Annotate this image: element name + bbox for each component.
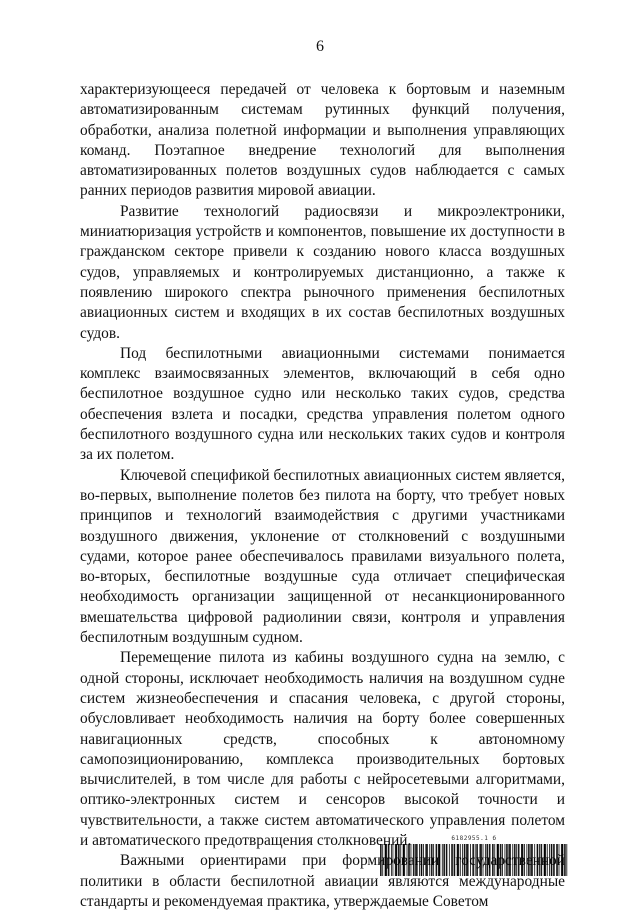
barcode-bar <box>565 844 566 876</box>
barcode-bar <box>436 844 437 876</box>
paragraph: Ключевой спецификой беспилотных авиационных систем является, во-первых, выполнение полетов без пилота на борту, что требует новых принципов и технологий взаимодействия с другими участниками воздушного движения, уклонение от столкновений с воздушными судами, которое ранее обеспечивалось правилами визуального полета, во-вторых, беспилотные воздушные суда отличает специфическая необходимость организации защищенной от несанкционированного вмешательства цифровой радиолинии связи, контроля и управления беспилотным воздушным судном. <box>80 466 565 647</box>
document-barcode <box>380 835 568 876</box>
barcode-bar <box>479 844 480 876</box>
barcode-bar <box>470 844 471 876</box>
barcode-bar <box>451 844 452 876</box>
barcode-bar <box>466 844 467 876</box>
barcode-bar <box>552 844 553 876</box>
barcode-bar <box>494 844 495 876</box>
barcode-bar <box>497 844 498 876</box>
barcode-bar <box>409 844 410 876</box>
barcode-bar <box>444 844 445 876</box>
barcode-bar <box>498 844 499 876</box>
barcode-bar <box>557 844 558 876</box>
barcode-bar <box>467 844 468 876</box>
barcode-bar <box>492 844 493 876</box>
barcode-bar <box>411 844 412 876</box>
barcode-caption: 6182955.1 б <box>451 835 497 842</box>
barcode-bar <box>452 844 453 876</box>
barcode-bar <box>534 844 535 876</box>
barcode-bar <box>442 844 443 876</box>
barcode-bar <box>537 844 538 876</box>
barcode-bar <box>541 844 542 876</box>
barcode-bar <box>559 844 560 876</box>
barcode-bar <box>475 844 476 876</box>
barcode-bar <box>480 844 481 876</box>
barcode-bar <box>395 844 396 876</box>
barcode-bar <box>528 844 529 876</box>
barcode-bar <box>396 844 397 876</box>
paragraph: Важными ориентирами при формировании государственной политики в области беспилотной авиации являются международные стандарты и рекомендуемая практика, утверждаемые Советом <box>80 852 565 910</box>
barcode-bar <box>447 844 448 876</box>
barcode-bar <box>399 844 400 876</box>
barcode-bar <box>500 844 501 876</box>
barcode-bar <box>404 844 405 876</box>
barcode-bar <box>391 844 392 876</box>
barcode-bar <box>502 844 503 876</box>
barcode-bar <box>439 844 440 876</box>
barcode-bar <box>429 844 430 876</box>
barcode-bar <box>477 844 478 876</box>
barcode-bar <box>432 844 433 876</box>
barcode-bar <box>521 844 522 876</box>
barcode-bar <box>440 844 441 876</box>
barcode-bar <box>545 844 546 876</box>
barcode-bar <box>508 844 509 876</box>
barcode-bar <box>382 844 383 876</box>
barcode-bar <box>436 844 437 876</box>
barcode-bar <box>539 844 540 876</box>
barcode-bar <box>389 844 390 876</box>
barcode-bar <box>398 844 399 876</box>
barcode-bar <box>512 844 513 876</box>
barcode-bar <box>564 844 565 876</box>
barcode-bar <box>388 844 389 876</box>
barcode-bar <box>524 844 525 876</box>
barcode-bar <box>413 844 414 876</box>
barcode-bar <box>516 844 517 876</box>
barcode-bar <box>380 844 381 876</box>
barcode-bar <box>518 844 519 876</box>
barcode-bar <box>438 844 439 876</box>
barcode-image <box>380 844 568 876</box>
barcode-bar <box>396 844 397 876</box>
paragraph: Перемещение пилота из кабины воздушного судна на землю, с одной стороны, исключает необходимость наличия на воздушном судне систем жизнеобеспечения и спасания человека, с другой стороны, обусловливает необходимость наличия на борту более совершенных навигационных средств, способных к автономному самопозиционированию, комплекса производительных бортовых вычислителей, в том числе для работы с нейросетевыми алгоритмами, оптико-электронных систем и сенсоров высокой точности и чувствительности, а также систем автоматического управления полетом и автоматического предотвращения столкновений. <box>80 649 565 849</box>
barcode-bar <box>449 844 450 876</box>
barcode-bar <box>417 844 418 876</box>
barcode-bar <box>519 844 520 876</box>
barcode-bar <box>400 844 401 876</box>
barcode-bar <box>425 844 426 876</box>
barcode-bar <box>407 844 408 876</box>
barcode-bar <box>537 844 538 876</box>
barcode-bar <box>498 844 499 876</box>
barcode-bar <box>541 844 542 876</box>
barcode-bar <box>556 844 557 876</box>
barcode-bar <box>483 844 484 876</box>
barcode-bar <box>487 844 488 876</box>
paragraph: характеризующееся передачей от человека к бортовым и наземным автоматизированным системам рутинных функций получения, обработки, анализа полетной информации и выполнения управляющих команд. Поэтапное внедрение технологий для выполнения автоматизированных полетов воздушных судов наблюдается с самых ранних периодов развития мировой авиации. <box>80 81 565 200</box>
barcode-bar <box>505 844 506 876</box>
barcode-bar <box>490 844 491 876</box>
barcode-bar <box>481 844 482 876</box>
barcode-bar <box>501 844 502 876</box>
barcode-bar <box>433 844 434 876</box>
barcode-bar <box>464 844 465 876</box>
barcode-bar <box>514 844 515 876</box>
barcode-bar <box>551 844 552 876</box>
barcode-bar <box>561 844 562 876</box>
barcode-bar <box>415 844 416 876</box>
barcode-bar <box>489 844 490 876</box>
barcode-bar <box>493 844 494 876</box>
barcode-bar <box>547 844 548 876</box>
barcode-bar <box>509 844 510 876</box>
barcode-bar <box>421 844 422 876</box>
barcode-bar <box>381 844 382 876</box>
barcode-bar <box>408 844 409 876</box>
barcode-bar <box>553 844 554 876</box>
paragraph: Развитие технологий радиосвязи и микроэлектроники, миниатюризация устройств и компонентов, повышение их доступности в гражданском секторе привели к созданию нового класса воздушных судов, управляемых и контролируемых дистанционно, а также к появлению широкого спектра рыночного применения беспилотных авиационных систем и входящих в их состав беспилотных воздушных судов. <box>80 202 565 342</box>
barcode-bar <box>431 844 432 876</box>
barcode-bar <box>510 844 511 876</box>
barcode-bar <box>485 844 486 876</box>
barcode-bar <box>526 844 527 876</box>
barcode-bar <box>460 844 461 876</box>
barcode-bar <box>529 844 530 876</box>
barcode-bar <box>476 844 477 876</box>
barcode-bar <box>386 844 387 876</box>
barcode-bar <box>404 844 405 876</box>
barcode-bar <box>465 844 466 876</box>
barcode-bar <box>562 844 563 876</box>
barcode-bar <box>393 844 394 876</box>
barcode-bar <box>414 844 415 876</box>
barcode-bar <box>416 844 417 876</box>
barcode-bar <box>545 844 546 876</box>
barcode-bar <box>522 844 523 876</box>
document-body <box>80 80 565 912</box>
barcode-bar <box>385 844 386 876</box>
barcode-bar <box>446 844 447 876</box>
page-number: 6 <box>316 38 324 55</box>
barcode-bar <box>458 844 459 876</box>
barcode-bar <box>457 844 458 876</box>
barcode-bar <box>385 844 386 876</box>
barcode-bar <box>419 844 420 876</box>
barcode-bar <box>458 844 459 876</box>
barcode-bar <box>472 844 473 876</box>
barcode-bar <box>473 844 474 876</box>
barcode-bar <box>454 844 455 876</box>
barcode-bar <box>468 844 469 876</box>
barcode-bar <box>506 844 507 876</box>
barcode-bar <box>487 844 488 876</box>
barcode-bar <box>530 844 531 876</box>
barcode-bar <box>427 844 428 876</box>
barcode-bar <box>462 844 463 876</box>
barcode-bar <box>515 844 516 876</box>
barcode-bar <box>544 844 545 876</box>
barcode-bar <box>426 844 427 876</box>
barcode-bar <box>454 844 455 876</box>
barcode-bar <box>563 844 564 876</box>
barcode-bar <box>554 844 555 876</box>
barcode-bar <box>423 844 424 876</box>
paragraph: Под беспилотными авиационными системами понимается комплекс взаимосвязанных элементов, включающий в себя одно беспилотное воздушное судно или несколько таких судов, средства обеспечения взлета и посадки, средства управления полетом одного беспилотного воздушного судна или нескольких таких судов и контроля за их полетом. <box>80 344 565 464</box>
barcode-bar <box>523 844 524 876</box>
barcode-bar <box>507 844 508 876</box>
barcode-bar <box>566 844 567 876</box>
barcode-bar <box>531 844 532 876</box>
barcode-bar <box>443 844 444 876</box>
barcode-bar <box>422 844 423 876</box>
barcode-bar <box>532 844 533 876</box>
barcode-bar <box>549 844 550 876</box>
barcode-bar <box>403 844 404 876</box>
